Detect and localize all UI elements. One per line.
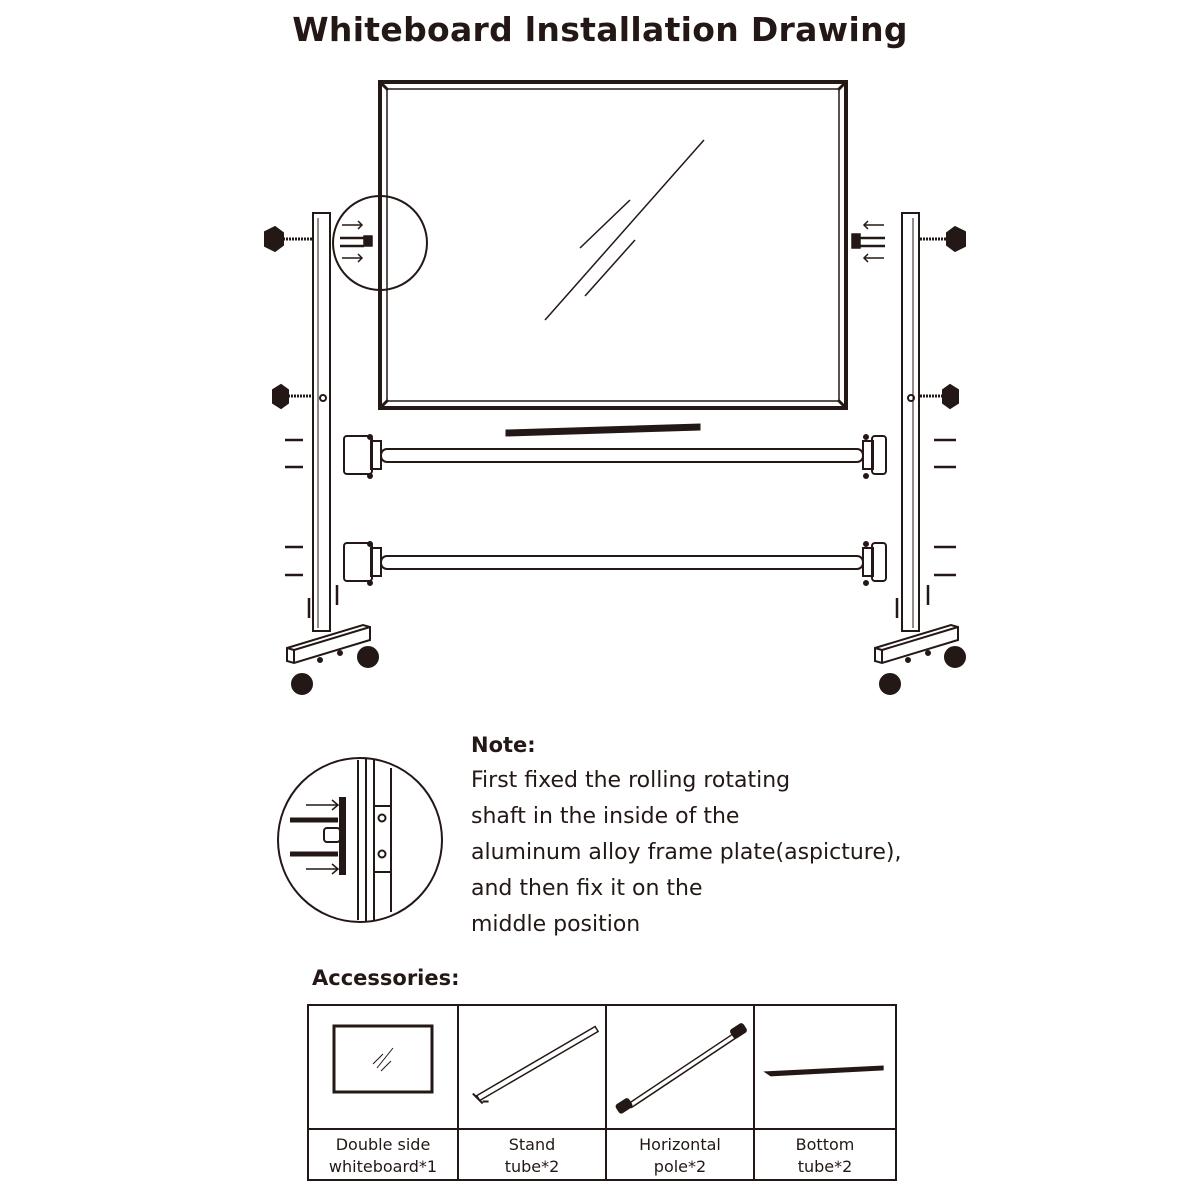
detail-callout-arrows <box>340 221 372 262</box>
left-stand-tube <box>313 213 330 631</box>
left-lower-knob-icon <box>273 385 312 408</box>
stand-tube-icon <box>459 1006 605 1124</box>
right-casters <box>880 647 965 694</box>
whiteboard-icon <box>309 1006 457 1124</box>
accessory-label: Stand <box>508 1135 556 1154</box>
accessory-label: Bottom <box>795 1135 855 1154</box>
page-title: Whiteboard lnstallation Drawing <box>292 10 908 49</box>
accessory-cell-bottom-tube <box>753 1006 895 1179</box>
accessory-cell-stand-tube <box>457 1006 605 1179</box>
accessory-label: pole*2 <box>653 1157 707 1176</box>
left-screws <box>285 440 303 575</box>
frame-detail-magnified <box>276 748 446 938</box>
right-lower-knob-icon <box>920 385 958 408</box>
lower-horizontal-pole <box>344 542 886 585</box>
accessory-cell-horizontal-pole <box>605 1006 753 1179</box>
right-screws <box>934 440 956 575</box>
accessories-heading: Accessories: <box>312 966 460 990</box>
note-line: shaft in the inside of the <box>471 804 740 829</box>
accessory-cell-whiteboard <box>309 1006 457 1179</box>
note-line: aluminum alloy frame plate(aspicture), <box>471 840 902 865</box>
marker-tray <box>506 424 700 436</box>
accessory-label: whiteboard*1 <box>328 1157 438 1176</box>
accessories-table <box>307 1004 897 1181</box>
accessory-label: tube*2 <box>504 1157 560 1176</box>
accessory-label: Double side <box>335 1135 431 1154</box>
accessory-label: Horizontal <box>639 1135 721 1154</box>
note-line: middle position <box>471 912 641 937</box>
accessory-label: tube*2 <box>797 1157 853 1176</box>
right-upper-knob-icon <box>920 227 965 251</box>
note-heading: Note: <box>471 733 536 757</box>
right-mount-detail <box>852 221 885 262</box>
base-bolts <box>309 585 928 618</box>
upper-horizontal-pole <box>344 435 886 478</box>
left-upper-knob-icon <box>265 227 312 251</box>
note-line: First fixed the rolling rotating <box>471 768 791 793</box>
whiteboard-panel <box>380 82 846 408</box>
note-line: and then fix it on the <box>471 876 703 901</box>
horizontal-pole-icon <box>607 1006 753 1124</box>
right-stand-tube <box>902 213 919 631</box>
bottom-tube-icon <box>755 1006 895 1124</box>
left-casters <box>292 647 378 694</box>
